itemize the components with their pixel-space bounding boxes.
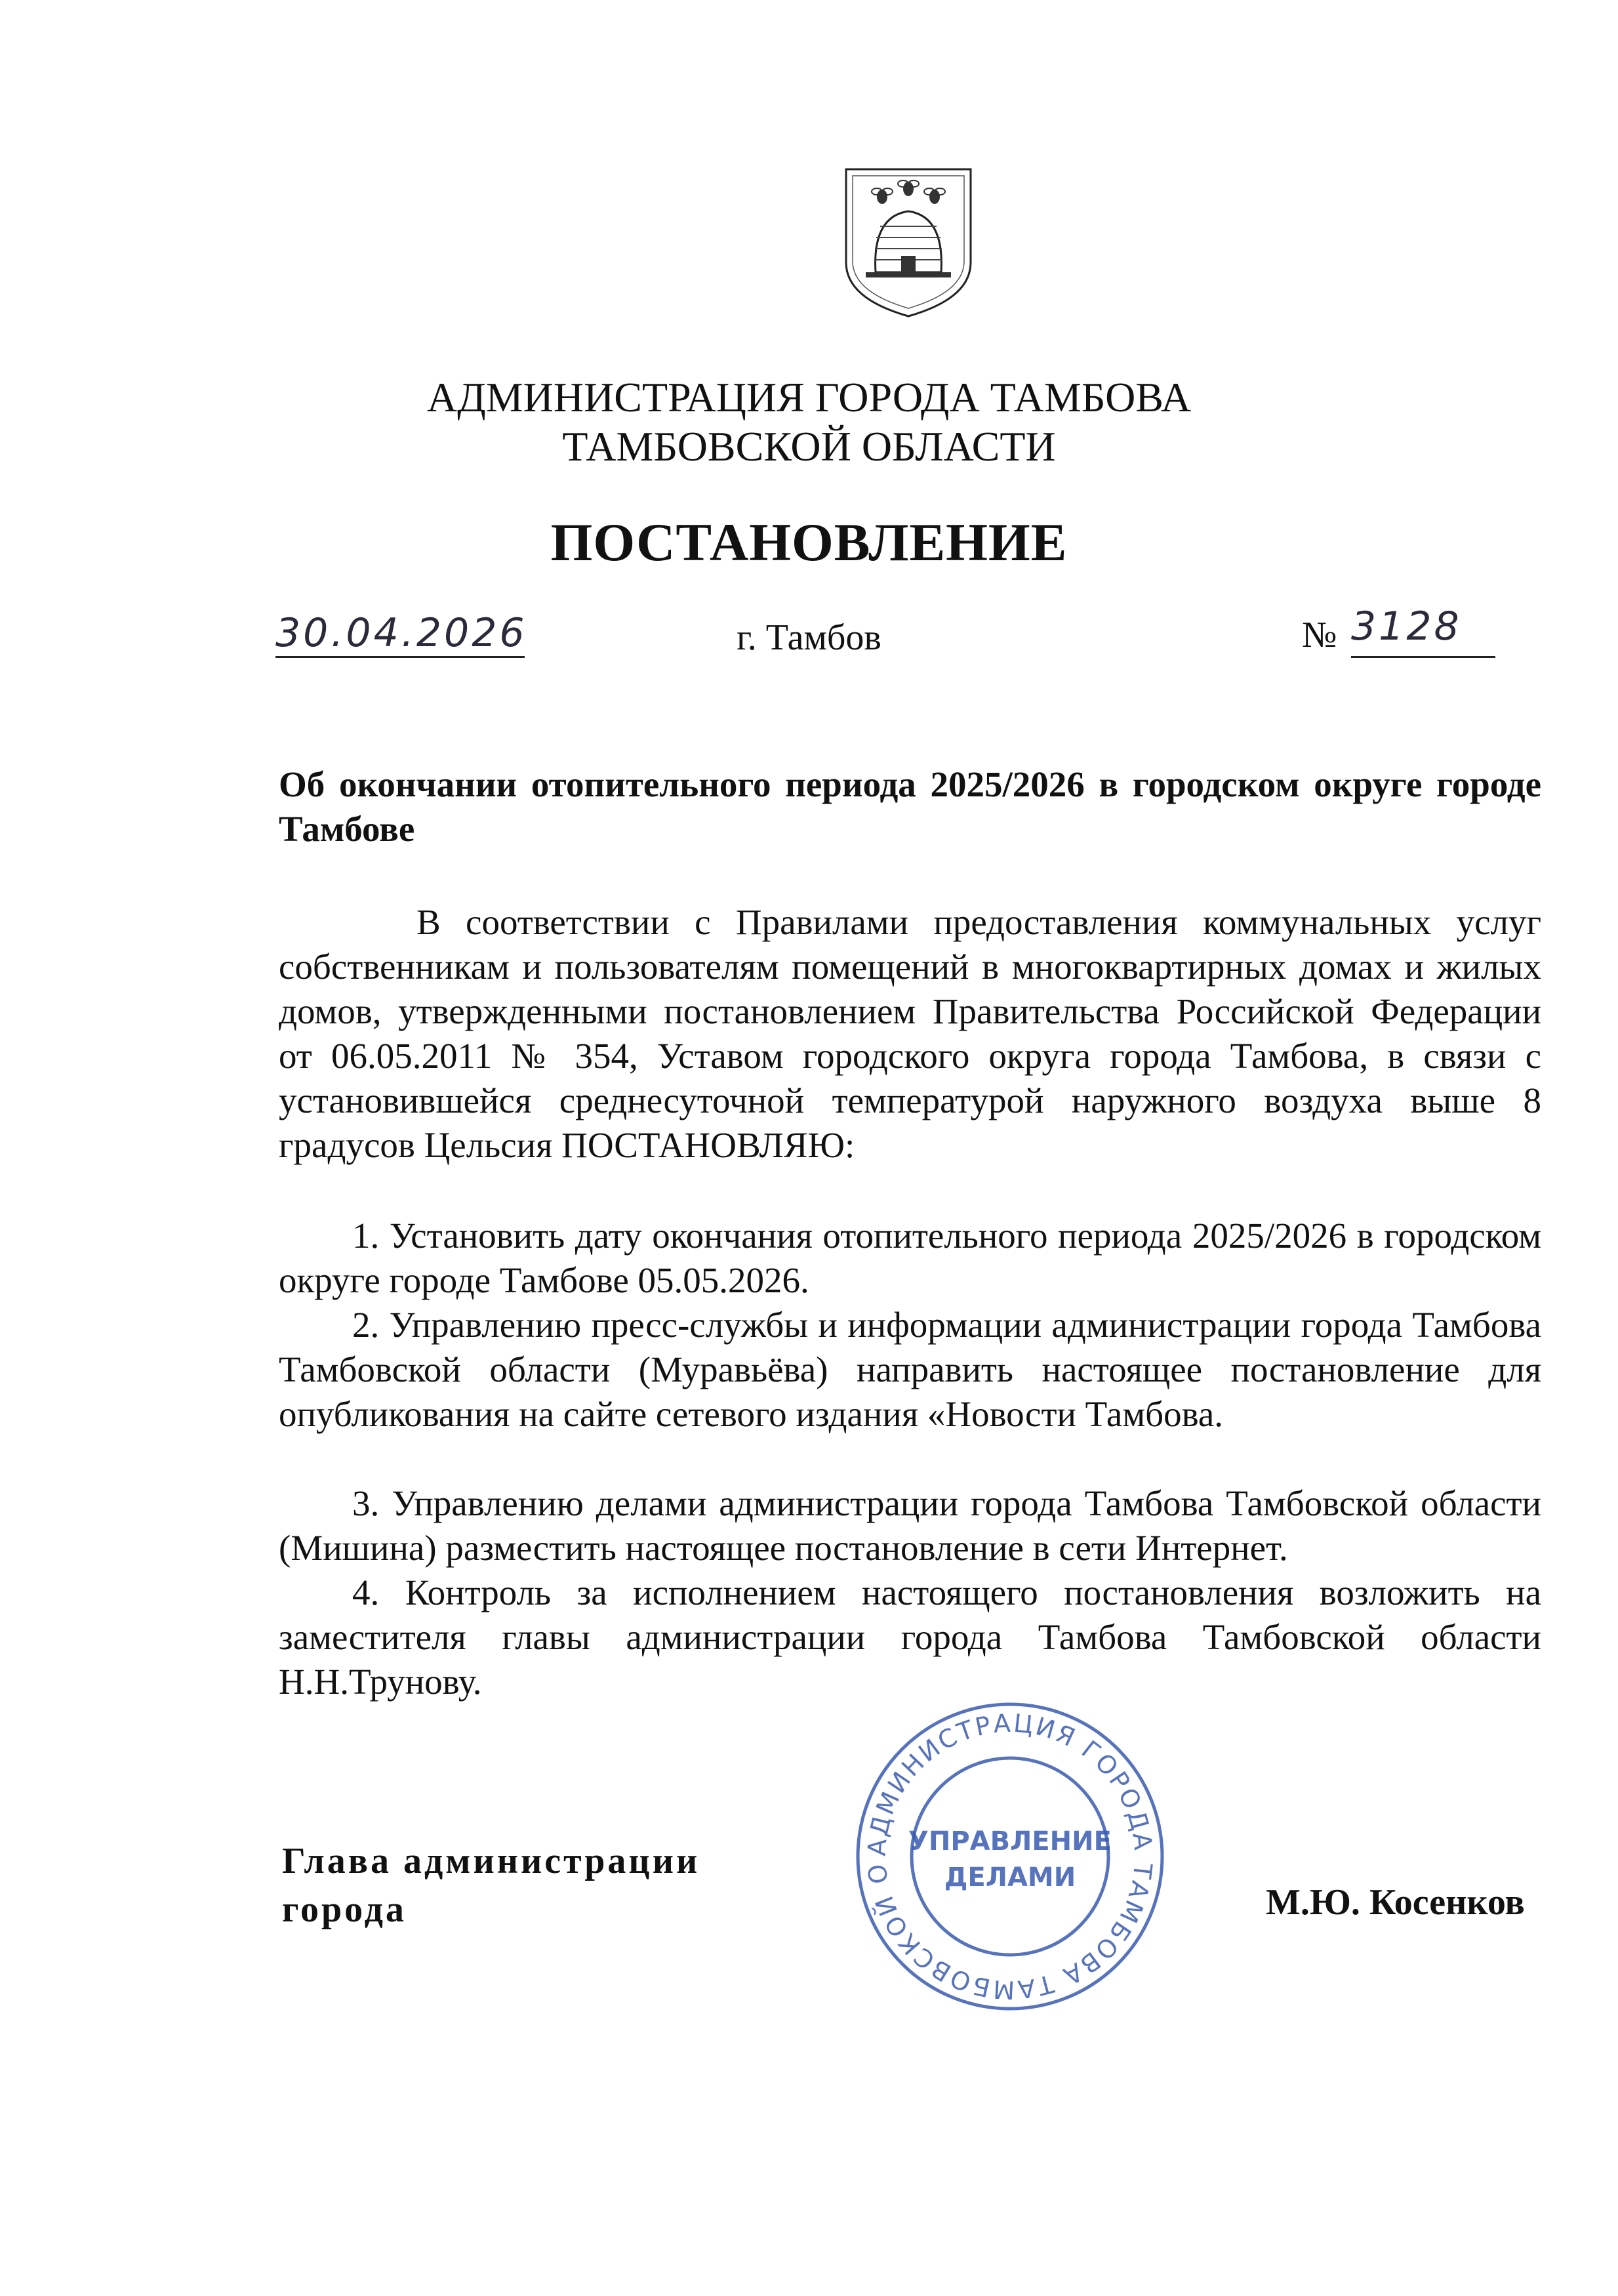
stamp-ring-text: АДМИНИСТРАЦИЯ ГОРОДА ТАМБОВА ТАМБОВСКОЙ О bbox=[862, 1708, 1158, 2005]
preamble-paragraph: В соответствии с Правилами предоставления коммунальных услуг собственникам и пользователям помещений в многоквартирных домах и жилых домов, утвержденными постановлением Правительства Российской Федерации от 06.05.2011 № 354, Уставом городского округа города Тамбова, в связи с установившейся среднесуточной температурой наружного воздуха выше 8 градусов Цельсия ПОСТАНОВЛЯЮ: bbox=[279, 902, 1541, 1165]
document-date: 30.04.2026 bbox=[275, 610, 525, 658]
stamp-center-line1: УПРАВЛЕНИЕ bbox=[908, 1826, 1112, 1856]
document-title: ПОСТАНОВЛЕНИЕ bbox=[550, 512, 1068, 572]
document-subject: Об окончании отопительного периода 2025/2026 в городском округе городе Тамбове bbox=[279, 764, 1541, 849]
signatory-name: М.Ю. Косенков bbox=[1266, 1882, 1525, 1923]
list-item-2: 2. Управлению пресс-службы и информации администрации города Тамбова Тамбовской области (Муравьёва) направить настоящее постановление для опубликования на сайте сетевого издания «Новости Тамбова. bbox=[279, 1305, 1541, 1434]
list-item-3: 3. Управлению делами администрации города Тамбова Тамбовской области (Мишина) разместить настоящее постановление в сети Интернет. bbox=[279, 1483, 1541, 1568]
list-item-4: 4. Контроль за исполнением настоящего постановления возложить на заместителя главы администрации города Тамбова Тамбовской области Н.Н.Трунову. bbox=[279, 1572, 1541, 1702]
stamp-center-line2: ДЕЛАМИ bbox=[944, 1862, 1076, 1893]
org-name-line1: АДМИНИСТРАЦИЯ ГОРОДА ТАМБОВА bbox=[426, 374, 1192, 420]
document-number: 3128 bbox=[1351, 604, 1495, 658]
document-number-label: № bbox=[1302, 615, 1337, 655]
signatory-position-line2: города bbox=[282, 1889, 407, 1930]
document-city: г. Тамбов bbox=[737, 617, 881, 658]
official-stamp bbox=[846, 1692, 1174, 2020]
signatory-position bbox=[282, 1837, 700, 1934]
list-item-1: 1. Установить дату окончания отопительного периода 2025/2026 в городском округе городе Тамбове 05.05.2026. bbox=[279, 1216, 1541, 1300]
signatory-position-line1: Глава администрации bbox=[282, 1841, 700, 1881]
coat-of-arms-icon bbox=[839, 164, 977, 321]
org-name-line2: ТАМБОВСКОЙ ОБЛАСТИ bbox=[562, 423, 1056, 470]
